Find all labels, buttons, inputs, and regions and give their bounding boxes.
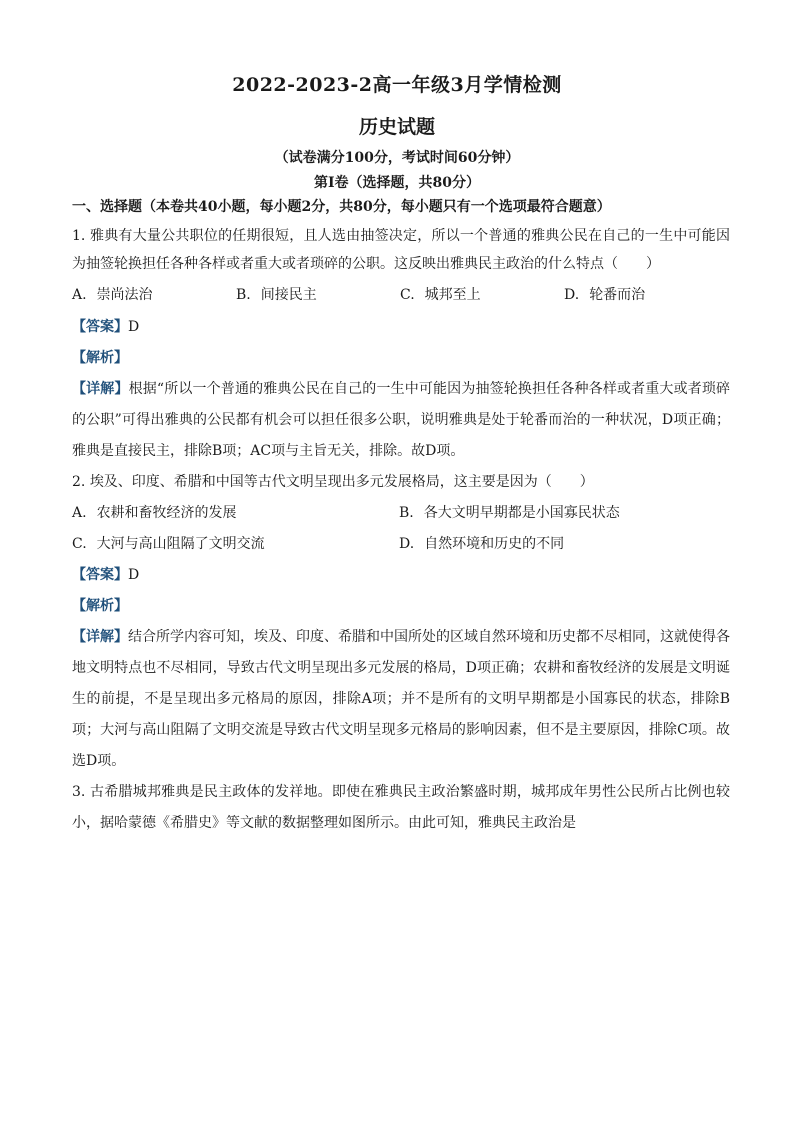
question-stem: [72, 222, 730, 278]
detail-paragraph: [72, 622, 730, 777]
question-stem: [72, 777, 730, 839]
option-a: A. 农耕和畜牧经济的发展: [72, 505, 237, 521]
question-1: [72, 222, 730, 467]
option-c: C. 大河与高山阻隔了文明交流: [72, 536, 265, 552]
answer-value: D: [128, 567, 140, 583]
answer-tag: 【答案】: [72, 567, 128, 583]
analysis-tag: 【解析】: [72, 598, 128, 614]
options-row-1: [72, 498, 730, 529]
analysis-line: [72, 343, 730, 374]
answer-line: [72, 560, 730, 591]
option-d: D. 轮番而治: [564, 287, 646, 303]
question-text: 埃及、印度、希腊和中国等古代文明呈现出多元发展格局，这主要是因为（ ）: [89, 474, 594, 490]
question-2: [72, 467, 730, 777]
option-d: D. 自然环境和历史的不同: [399, 536, 565, 552]
option-b: B. 间接民主: [236, 287, 317, 303]
subject-title: 历史试题: [358, 116, 435, 138]
option-a: A. 崇尚法治: [72, 287, 153, 303]
answer-value: D: [128, 319, 140, 335]
option-c: C. 城邦至上: [400, 287, 481, 303]
question-text: 雅典有大量公共职位的任期很短，且人选由抽签决定，所以一个普通的雅典公民在自己的一生中可能因为抽签轮换担任各种各样或者重大或者琐碎的公职。这反映出雅典民主政治的什么特点（ ）: [72, 228, 731, 272]
exam-info: （试卷满分100分，考试时间60分钟）: [274, 150, 520, 166]
question-number: 3.: [72, 784, 86, 800]
option-b: B. 各大文明早期都是小国寡民状态: [399, 505, 620, 521]
question-3: [72, 777, 730, 839]
options-row-2: [72, 529, 730, 560]
exam-title: 2022-2023-2高一年级3月学情检测: [232, 74, 562, 96]
question-number: 1.: [72, 228, 86, 244]
detail-text: 根据“所以一个普通的雅典公民在自己的一生中可能因为抽签轮换担任各种各样或者重大或者琐碎的公职”可得出雅典的公民都有机会可以担任很多公职，说明雅典是处于轮番而治的一种状况，D项正确；雅典是直接民主，排除B项；AC项与主旨无关，排除。故D项。: [72, 381, 731, 459]
detail-tag: 【详解】: [72, 381, 129, 397]
analysis-tag: 【解析】: [72, 350, 128, 366]
answer-line: [72, 312, 730, 343]
question-text: 古希腊城邦雅典是民主政体的发祥地。即使在雅典民主政治繁盛时期，城邦成年男性公民所占比例也较小，据哈蒙德《希腊史》等文献的数据整理如图所示。由此可知，雅典民主政治是: [72, 784, 731, 831]
section-title: 一、选择题（本卷共40小题，每小题2分，共80分，每小题只有一个选项最符合题意）: [72, 199, 611, 215]
detail-text: 结合所学内容可知，埃及、印度、希腊和中国所处的区域自然环境和历史都不尽相同，这就使得各地文明特点也不尽相同，导致古代文明呈现出多元发展的格局，D项正确；农耕和畜牧经济的发展是文明诞生的前提，不是呈现出多元格局的原因，排除A项；并不是所有的文明早期都是小国寡民的状态，排除B项；大河与高山阻隔了文明交流是导致古代文明呈现多元格局的影响因素，但不是主要原因，排除C项。故选D项。: [72, 629, 730, 769]
question-stem: [72, 467, 730, 498]
analysis-line: [72, 591, 730, 622]
volume-title: 第Ⅰ卷（选择题，共80分）: [313, 175, 481, 191]
answer-tag: 【答案】: [72, 319, 128, 335]
questions-area: [72, 222, 730, 839]
question-number: 2.: [72, 474, 86, 490]
detail-tag: 【详解】: [72, 629, 128, 645]
detail-paragraph: [72, 374, 730, 467]
options-list: [72, 281, 730, 309]
